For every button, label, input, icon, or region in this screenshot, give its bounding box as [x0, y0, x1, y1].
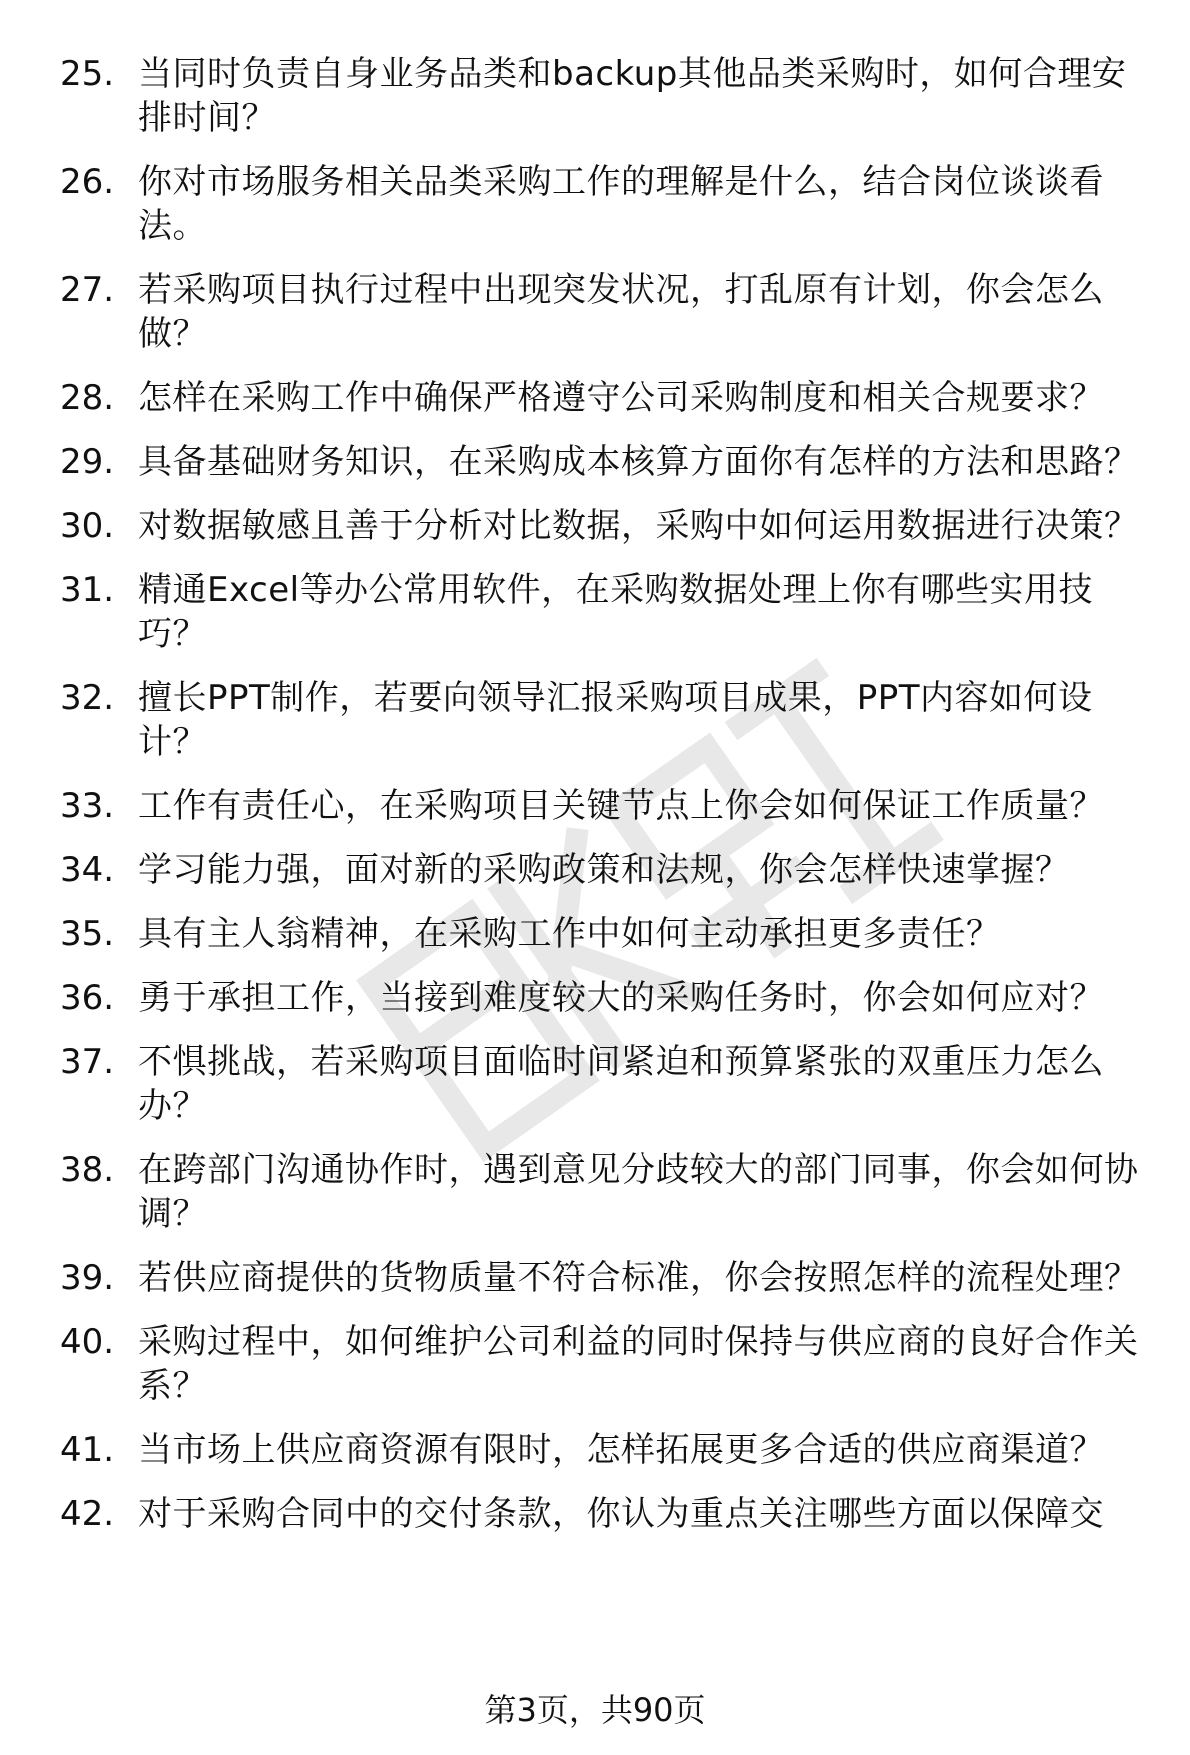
question-item — [60, 1256, 1160, 1300]
question-text: 工作有责任心，在采购项目关键节点上你会如何保证工作质量？ — [138, 786, 1104, 826]
question-text: 若供应商提供的货物质量不符合标准，你会按照怎样的流程处理？ — [138, 1258, 1139, 1298]
question-text: 若采购项目执行过程中出现突发状况，打乱原有计划，你会怎么做？ — [138, 270, 1104, 354]
question-number: 25. — [60, 54, 115, 94]
question-number: 31. — [60, 570, 115, 610]
question-number: 32. — [60, 678, 115, 718]
question-text: 怎样在采购工作中确保严格遵守公司采购制度和相关合规要求？ — [138, 378, 1104, 418]
question-number: 38. — [60, 1150, 115, 1190]
question-text: 学习能力强，面对新的采购政策和法规，你会怎样快速掌握？ — [138, 850, 1070, 890]
question-text: 不惧挑战，若采购项目面临时间紧迫和预算紧张的双重压力怎么办？ — [138, 1042, 1104, 1126]
question-item — [60, 504, 1160, 548]
question-text: 对数据敏感且善于分析对比数据，采购中如何运用数据进行决策？ — [138, 506, 1139, 546]
question-number: 37. — [60, 1042, 115, 1082]
question-list — [60, 52, 1160, 1556]
question-text: 对于采购合同中的交付条款，你认为重点关注哪些方面以保障交 — [138, 1494, 1104, 1534]
question-item — [60, 376, 1160, 420]
question-item — [60, 676, 1160, 764]
question-text: 精通Excel等办公常用软件，在采购数据处理上你有哪些实用技巧？ — [138, 570, 1094, 654]
question-item — [60, 440, 1160, 484]
question-number: 36. — [60, 978, 115, 1018]
question-item — [60, 1320, 1160, 1408]
question-text: 具备基础财务知识，在采购成本核算方面你有怎样的方法和思路？ — [138, 442, 1139, 482]
question-number: 41. — [60, 1430, 115, 1470]
question-item — [60, 784, 1160, 828]
page-footer — [0, 1690, 1190, 1730]
question-text: 擅长PPT制作，若要向领导汇报采购项目成果，PPT内容如何设计？ — [138, 678, 1093, 762]
question-text: 当市场上供应商资源有限时，怎样拓展更多合适的供应商渠道？ — [138, 1430, 1104, 1470]
question-number: 42. — [60, 1494, 115, 1534]
question-text: 在跨部门沟通协作时，遇到意见分歧较大的部门同事，你会如何协调？ — [138, 1150, 1139, 1234]
question-number: 34. — [60, 850, 115, 890]
question-text: 采购过程中，如何维护公司利益的同时保持与供应商的良好合作关系？ — [138, 1322, 1139, 1406]
question-item — [60, 160, 1160, 248]
question-item — [60, 52, 1160, 140]
question-text: 勇于承担工作，当接到难度较大的采购任务时，你会如何应对？ — [138, 978, 1104, 1018]
question-item — [60, 1492, 1160, 1536]
question-number: 27. — [60, 270, 115, 310]
question-item — [60, 268, 1160, 356]
question-number: 35. — [60, 914, 115, 954]
question-text: 当同时负责自身业务品类和backup其他品类采购时，如何合理安排时间？ — [138, 54, 1127, 138]
page-number-label: 第3页，共90页 — [484, 1691, 706, 1729]
question-number: 39. — [60, 1258, 115, 1298]
question-number: 28. — [60, 378, 115, 418]
question-number: 40. — [60, 1322, 115, 1362]
question-item — [60, 568, 1160, 656]
question-item — [60, 912, 1160, 956]
question-number: 26. — [60, 162, 115, 202]
question-item — [60, 1148, 1160, 1236]
question-item — [60, 848, 1160, 892]
question-text: 具有主人翁精神，在采购工作中如何主动承担更多责任？ — [138, 914, 1001, 954]
question-item — [60, 1040, 1160, 1128]
question-number: 33. — [60, 786, 115, 826]
question-item — [60, 1428, 1160, 1472]
question-number: 30. — [60, 506, 115, 546]
question-text: 你对市场服务相关品类采购工作的理解是什么，结合岗位谈谈看法。 — [138, 162, 1104, 246]
question-number: 29. — [60, 442, 115, 482]
question-item — [60, 976, 1160, 1020]
